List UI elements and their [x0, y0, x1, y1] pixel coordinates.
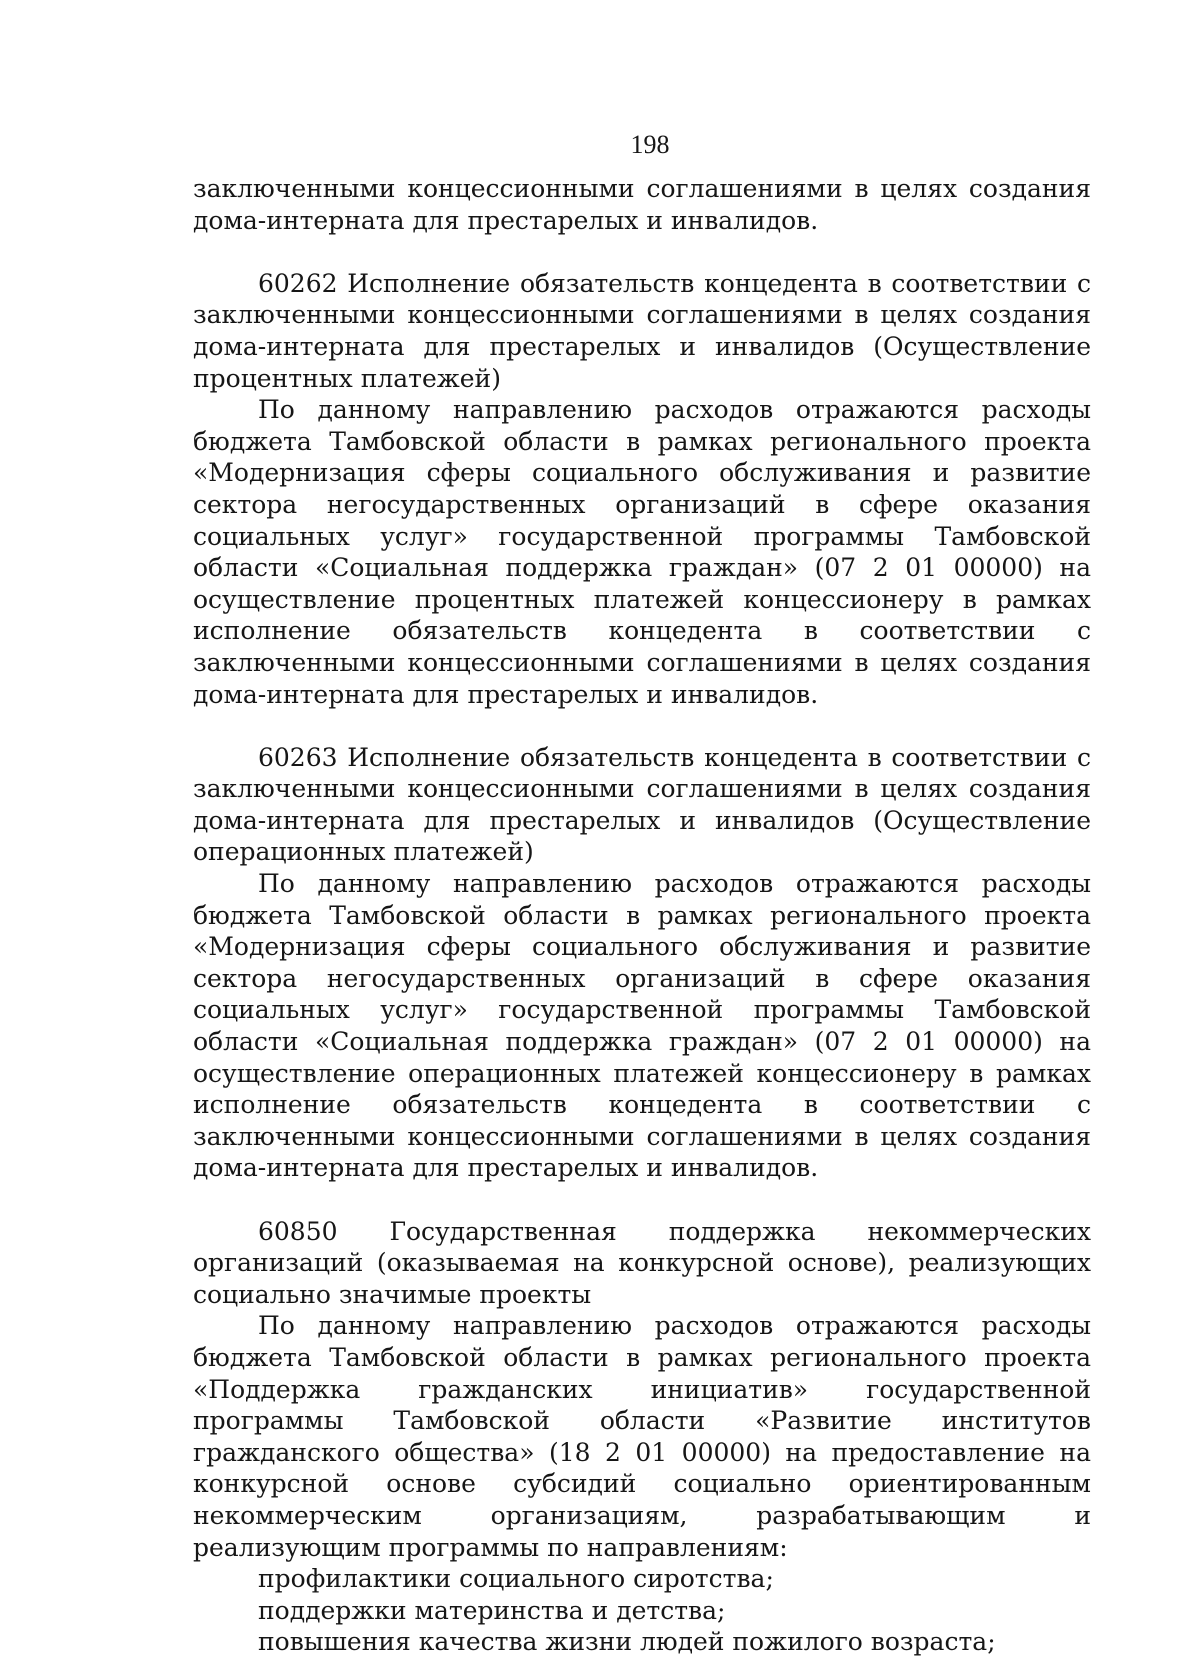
list-item: поддержки материнства и детства;: [258, 1595, 726, 1625]
section-body-60850: По данному направлению расходов отражаются расходы бюджета Тамбовской области в рамках регионального проекта «Поддержка гражданских инициатив» государственной программы Тамбовской области «Развитие институтов гражданского общества» (18 2 01 00000) на предоставление на конкурсной основе субсидий социально ориентированным некоммерческим организациям, разрабатывающим и реализующим программы по направлениям:: [193, 1311, 1091, 1562]
section-body-60262: По данному направлению расходов отражаются расходы бюджета Тамбовской области в рамках регионального проекта «Модернизация сферы социального обслуживания и развитие сектора негосударственных организаций в сфере оказания социальных услуг» государственной программы Тамбовской области «Социальная поддержка граждан» (07 2 01 00000) на осуществление процентных платежей концессионеру в рамках исполнение обязательств концедента в соответствии с заключенными концессионными соглашениями в целях создания дома-интерната для престарелых и инвалидов.: [193, 395, 1091, 709]
paragraph-gap: [193, 1184, 1091, 1216]
page-number: 198: [630, 130, 670, 159]
section-heading-60850: 60850 Государственная поддержка некоммерческих организаций (оказываемая на конкурсной основе), реализующих социально значимые проекты: [193, 1216, 1091, 1309]
list-item: повышения качества жизни людей пожилого возраста;: [258, 1627, 996, 1657]
section-body-60263: По данному направлению расходов отражаются расходы бюджета Тамбовской области в рамках регионального проекта «Модернизация сферы социального обслуживания и развитие сектора негосударственных организаций в сфере оказания социальных услуг» государственной программы Тамбовской области «Социальная поддержка граждан» (07 2 01 00000) на осуществление операционных платежей концессионеру в рамках исполнение обязательств концедента в соответствии с заключенными концессионными соглашениями в целях создания дома-интерната для престарелых и инвалидов.: [193, 869, 1091, 1183]
section-heading-60262: 60262 Исполнение обязательств концедента в соответствии с заключенными концессионными соглашениями в целях создания дома-интерната для престарелых и инвалидов (Осуществление процентных платежей): [193, 268, 1091, 393]
section-heading-60263: 60263 Исполнение обязательств концедента в соответствии с заключенными концессионными соглашениями в целях создания дома-интерната для престарелых и инвалидов (Осуществление операционных платежей): [193, 742, 1091, 867]
paragraph-continuation: заключенными концессионными соглашениями в целях создания дома-интерната для престарелых и инвалидов.: [193, 174, 1091, 235]
paragraph-gap: [193, 236, 1091, 268]
list-item: профилактики социального сиротства;: [258, 1564, 774, 1594]
document-body: [193, 173, 1091, 1658]
paragraph-gap: [193, 710, 1091, 742]
